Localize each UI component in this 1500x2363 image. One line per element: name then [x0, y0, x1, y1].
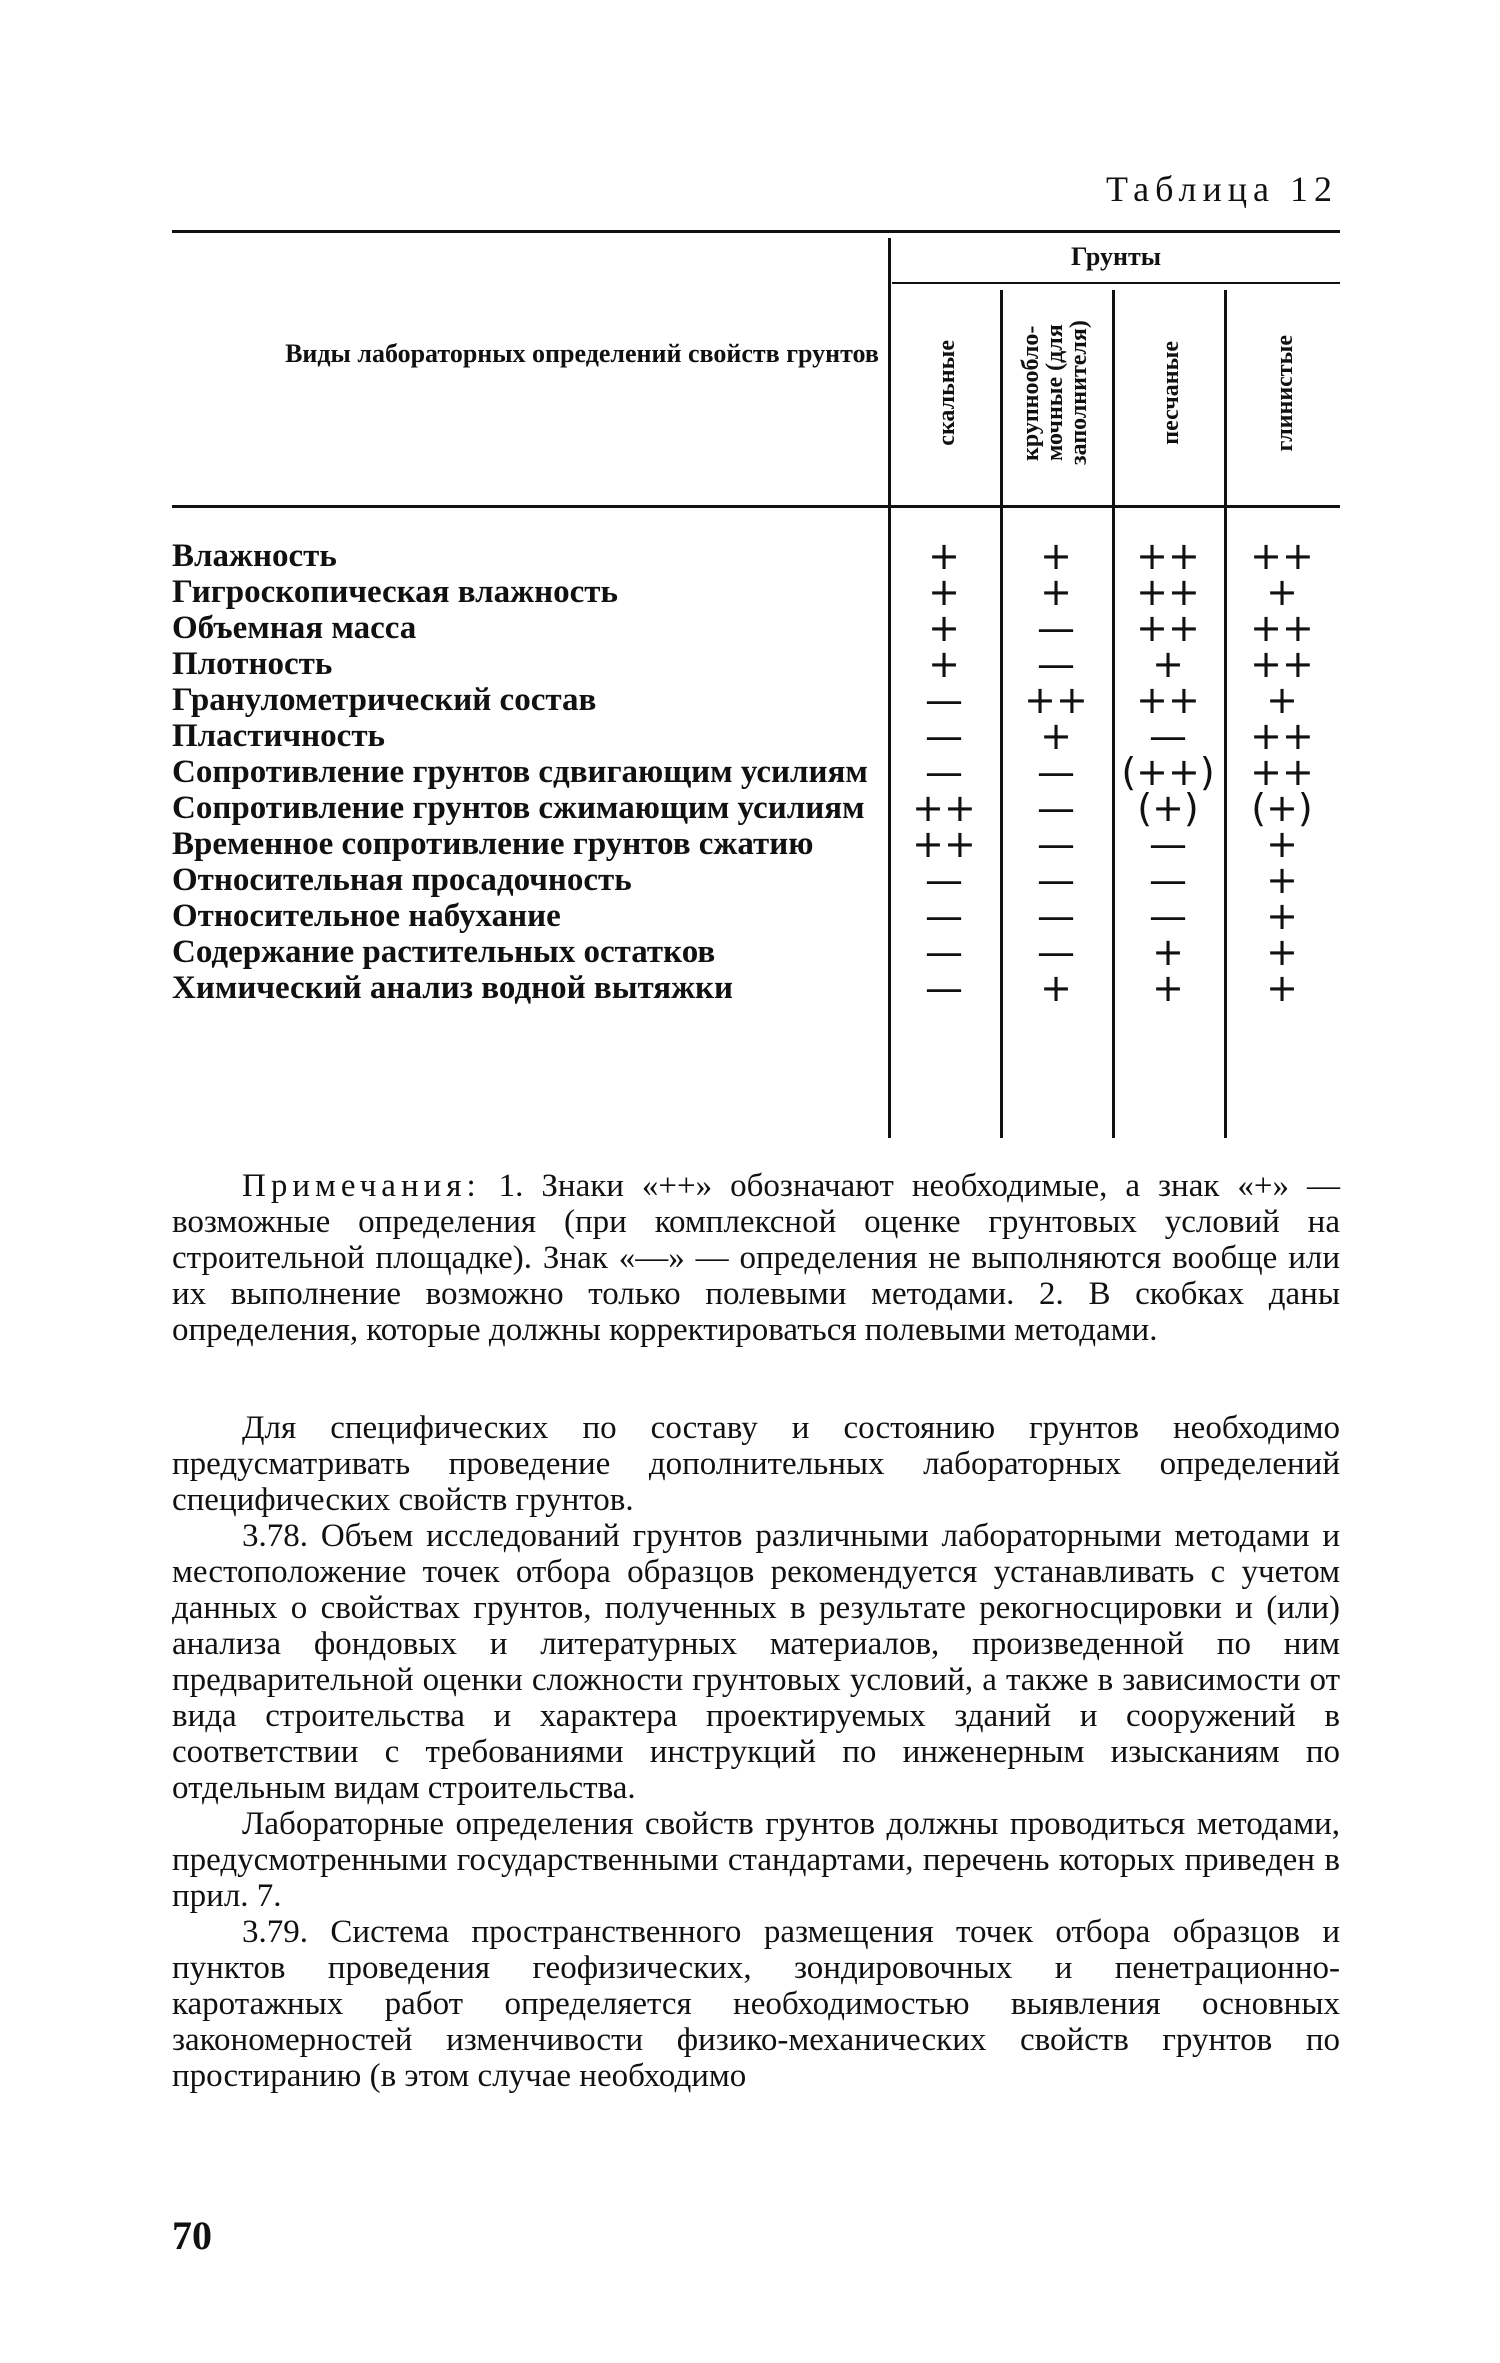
table-row — [172, 894, 1340, 938]
table-cell: ++ — [1250, 750, 1314, 794]
table-cell: + — [1152, 930, 1184, 974]
row-label: Плотность — [172, 646, 333, 682]
table-row — [172, 642, 1340, 686]
table-top-rule — [172, 230, 1340, 233]
table-cell: ++ — [1136, 606, 1200, 650]
table-cell: + — [1152, 642, 1184, 686]
table-row — [172, 678, 1340, 722]
table-cell: — — [1037, 786, 1075, 830]
table-cell: ++ — [1136, 678, 1200, 722]
table-cell: — — [1037, 858, 1075, 902]
table-cell: — — [925, 750, 963, 794]
col-header-coarse — [1006, 288, 1112, 498]
table-cell: — — [1149, 822, 1187, 866]
table-cell: ++ — [1024, 678, 1088, 722]
table-cell: ++ — [912, 822, 976, 866]
paragraph: Для специфических по составу и состоянию грунтов необходимо предусматривать проведение дополнительных лабораторных определений специфических свойств грунтов. — [172, 1410, 1340, 1518]
table-row — [172, 534, 1340, 578]
table-cell: ++ — [1136, 534, 1200, 578]
row-label: Относительная просадочность — [172, 862, 632, 898]
table-cell: + — [1266, 858, 1298, 902]
col-header-rocky — [894, 288, 1000, 498]
row-label: Влажность — [172, 538, 337, 574]
body-text — [172, 1410, 1340, 2094]
row-label: Гигроскопическая влажность — [172, 574, 618, 610]
table-cell: + — [1266, 822, 1298, 866]
paragraph: Лабораторные определения свойств грунтов должны проводиться методами, предусмотренными государственными стандартами, перечень которых приведен в прил. 7. — [172, 1806, 1340, 1914]
table-cell: + — [928, 606, 960, 650]
table-cell: + — [1266, 678, 1298, 722]
row-label: Временное сопротивление грунтов сжатию — [172, 826, 814, 862]
table-cell: — — [925, 930, 963, 974]
table-body — [172, 534, 1340, 1010]
table-cell: + — [1266, 966, 1298, 1010]
table-cell: (+) — [1251, 786, 1313, 830]
table-cell: + — [1266, 570, 1298, 614]
table-cell: — — [1037, 822, 1075, 866]
col-header-sandy-label: песчаные — [1158, 341, 1184, 445]
table-row-header: Виды лабораторных определений свойств грунтов — [285, 339, 879, 368]
col-header-clay — [1230, 288, 1340, 498]
row-label: Химический анализ водной вытяжки — [172, 970, 734, 1006]
notes-label: Примечания: — [242, 1168, 481, 1204]
table-cell: — — [1037, 642, 1075, 686]
table-notes — [172, 1168, 1340, 1348]
table-cell: + — [1040, 534, 1072, 578]
row-label: Содержание растительных остатков — [172, 934, 716, 970]
table-cell: — — [1037, 930, 1075, 974]
paragraph: 3.79. Система пространственного размещения точек отбора образцов и пунктов проведения геофизических, зондировочных и пенетрационно-каротажных работ определяется необходимостью выявления основных закономерностей изменчивости физико-механических свойств грунтов по простиранию (в этом случае необходимо — [172, 1914, 1340, 2094]
table-row — [172, 606, 1340, 650]
paragraph: 3.78. Объем исследований грунтов различными лабораторными методами и местоположение точек отбора образцов рекомендуется устанавливать с учетом данных о свойствах грунтов, полученных в результате рекогносцировки и (или) анализа фондовых и литературных материалов, произведенной по ним предварительной оценки сложности грунтовых условий, а также в зависимости от вида строительства и характера проектируемых зданий и сооружений в соответствии с требованиями инструкций по инженерным изысканиям по отдельным видам строительства. — [172, 1518, 1340, 1806]
table-cell: + — [928, 642, 960, 686]
table-cell: ++ — [912, 786, 976, 830]
table-row — [172, 750, 1340, 794]
table-cell: ++ — [1250, 606, 1314, 650]
col-header-clay-label: глинистые — [1272, 334, 1298, 452]
table-cell: — — [1149, 858, 1187, 902]
col-header-sandy — [1118, 288, 1224, 498]
col-header-coarse-label: крупнообло-мочные (для заполнителя) — [1018, 320, 1092, 466]
table-cell: ++ — [1250, 642, 1314, 686]
table-cell: + — [1152, 966, 1184, 1010]
row-label: Относительное набухание — [172, 898, 561, 934]
table-cell: — — [1037, 606, 1075, 650]
table-cell: — — [925, 894, 963, 938]
table-cell: + — [1040, 966, 1072, 1010]
table-cell: ++ — [1250, 534, 1314, 578]
table-cell: — — [925, 714, 963, 758]
table-cell: + — [928, 534, 960, 578]
table-row — [172, 786, 1340, 830]
table-row — [172, 858, 1340, 902]
table-cell: + — [1266, 894, 1298, 938]
row-label: Пластичность — [172, 718, 385, 754]
table-cell: — — [925, 966, 963, 1010]
table-row — [172, 714, 1340, 758]
table-cell: — — [1037, 894, 1075, 938]
table-cell: (++) — [1121, 750, 1215, 794]
table-group-header: Грунты — [1070, 242, 1162, 271]
row-label: Гранулометрический состав — [172, 682, 597, 718]
table-cell: — — [1037, 750, 1075, 794]
table-cell: — — [1149, 894, 1187, 938]
table-cell: + — [1266, 930, 1298, 974]
table-cell: + — [1040, 714, 1072, 758]
table-cell: — — [925, 678, 963, 722]
table-cell: (+) — [1137, 786, 1199, 830]
row-label: Объемная масса — [172, 610, 417, 646]
row-label: Сопротивление грунтов сдвигающим усилиям — [172, 754, 868, 790]
notes-text: 1. Знаки «++» обозначают необходимые, а знак «+» — возможные определения (при комплексной оценке грунтовых условий на строительной площадке). Знак «—» — определения не выполняются вообще или их выполнение возможно только полевыми методами. 2. В скобках даны определения, которые должны корректироваться полевыми методами. — [172, 1168, 1340, 1348]
header-bottom-rule — [172, 505, 1340, 508]
row-label: Сопротивление грунтов сжимающим усилиям — [172, 790, 865, 826]
table-cell: + — [928, 570, 960, 614]
page-number: 70 — [172, 2213, 212, 2258]
table-cell: + — [1040, 570, 1072, 614]
table-row — [172, 966, 1340, 1010]
table-cell: ++ — [1136, 570, 1200, 614]
table-caption: Таблица 12 — [1106, 169, 1338, 209]
table-cell: ++ — [1250, 714, 1314, 758]
table-row — [172, 822, 1340, 866]
table-row — [172, 570, 1340, 614]
table-cell: — — [925, 858, 963, 902]
table-cell: — — [1149, 714, 1187, 758]
soil-tests-table — [172, 230, 1340, 1150]
group-underline — [892, 282, 1340, 284]
col-header-rocky-label: скальные — [934, 340, 960, 446]
table-row — [172, 930, 1340, 974]
